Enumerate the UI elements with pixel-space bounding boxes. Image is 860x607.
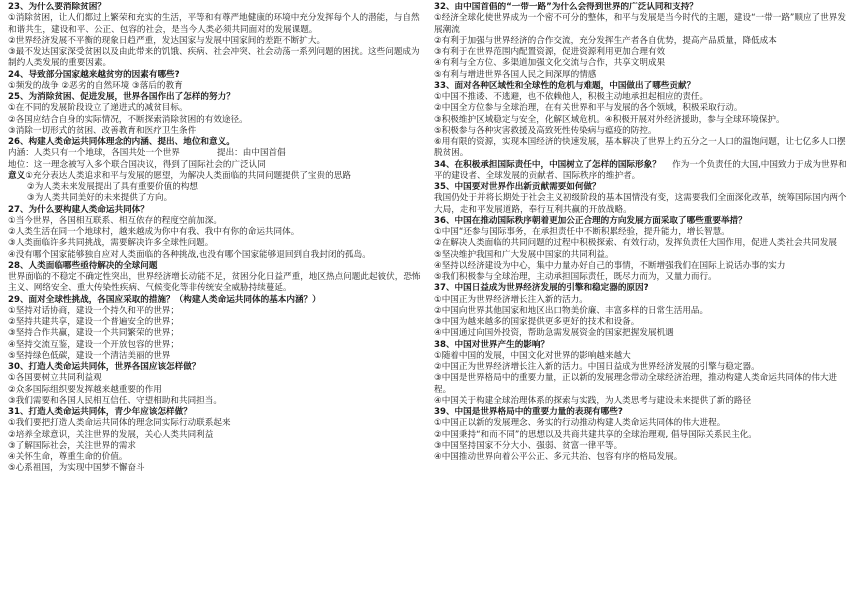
answer-line: ②坚持共建共享，建设一个普遍安全的世界； [8, 317, 179, 327]
answer-line: ②中国全方位参与全球治理，在有关世界和平与发展的各个领域，积极采取行动。 [434, 103, 743, 114]
answer-line: ③了解国际社会，关注世界的需求 [8, 440, 137, 451]
answer-line: ②为人类未来发展提出了具有重要价值的构想 [27, 182, 198, 192]
answer-line: ①随着中国的发展，中国文化对世界的影响越来越大 [434, 350, 631, 361]
answer-line: ①中国正为世界经济增长注入新的活力。 [434, 294, 588, 305]
question-heading [434, 182, 850, 193]
answer-line: ②在解决人类面临的共同问题的过程中积极探索、有效行动，发挥负责任大国作用，促进人类社会共同发展 [434, 238, 838, 249]
answer-line: ④坚持以经济建设为中心，集中力量办好自己的事情，不断增强我们在国际上说话办事的实力 [434, 260, 786, 271]
answer-line: ③中国为越来越多的国家提供更多更好的技术和设备。 [434, 317, 640, 327]
question-title: 23、为什么要消除贫困？ [8, 2, 106, 12]
answer-line: ⑤心系祖国，为实现中国梦不懈奋斗 [8, 463, 145, 474]
question-title: 31、打造人类命运共同体，青少年应该怎样做？ [8, 407, 192, 417]
question-heading [8, 2, 424, 13]
answer-line: ③中国是世界格局中的重要力量，正以新的发展理念带动全球经济治理，推动构建人类命运共同体的伟大进程。 [434, 373, 838, 395]
answer-line: ①经济全球化使世界成为一个密不可分的整体，和平与发展是当今时代的主题，建设“一带一路”顺应了世界发展潮流 [434, 13, 846, 35]
answer-line: ②众多国际组织要发挥越来越重要的作用 [8, 384, 162, 395]
answer-line: ⑤坚决维护我国和广大发展中国家的共同利益。 [434, 249, 614, 260]
answer-line: ②中国正为世界经济增长注入新的活力。中国日益成为世界经济发展的引擎与稳定器。 [434, 362, 760, 372]
question-title: 29、面对全球性挑战，各国应采取的措施？（构建人类命运共同体的基本内涵？） [8, 294, 321, 305]
answer-line: 意义①充分表达人类追求和平与发展的愿望，为解决人类面临的共同问题提供了宝贵的思路 [8, 170, 351, 181]
answer-line: ②中国秉持“和而不同”的思想以及共商共建共享的全球治理观, 倡导国际关系民主化。 [434, 429, 757, 440]
answer-line: ④没有哪个国家能够独自应对人类面临的各种挑战,也没有哪个国家能够退回到自我封闭的孤岛。 [8, 249, 371, 260]
question-title: 33、面对各种区域性和全球性的危机与难题，中国做出了哪些贡献？ [434, 80, 696, 91]
question-title: 36、中国在推动国际秩序朝着更加公正合理的方向发展方面采取了哪些重要举措？ [434, 215, 747, 226]
question-heading [434, 283, 850, 294]
question-heading [8, 261, 424, 272]
question-heading [434, 407, 850, 418]
answer-line: ③为人类共同美好的未来提供了方向。 [27, 193, 173, 204]
answer-line: ①各国要树立共同利益观 [8, 373, 102, 384]
answer-line: ①消除贫困，让人们都过上繁荣和充实的生活，平等和有尊严地健康的环境中充分发挥每个人的潜能，与自然和谐共生，建设和平、公正、包容的社会，是当今人类必须共同面对的发展课题。 [8, 13, 420, 35]
answer-line: ②中国向世界其他国家和地区出口物美价廉、丰富多样的日常生活用品。 [434, 305, 709, 316]
answer-line: ③中国坚持国家不分大小、强弱、贫富一律平等。 [434, 440, 623, 451]
answer-line: ①中国“还参与国际事务，在承担责任中不断积累经验，提升能力，增长智慧。 [434, 227, 730, 237]
question-heading [434, 2, 850, 13]
right-column [434, 2, 850, 607]
answer-line: ③消除一切形式的贫困、改善教育和医疗卫生条件 [8, 125, 197, 136]
question-title: 26、构建人类命运共同体理念的内涵、提出、地位和意义。 [8, 137, 235, 147]
answer-line: ④关怀生命，尊重生命的价值。 [8, 452, 128, 462]
question-title: 39、中国是世界格局中的重要力量的表现有哪些? [434, 407, 623, 417]
answer-line: ③我们需要和各国人民相互信任、守望相助和共同担当。 [8, 395, 222, 406]
answer-line: ④坚持交流互鉴，建设一个开放包容的世界； [8, 339, 179, 350]
answer-line: ⑤我们积极参与全球治理，主动承担国际责任，既尽力而为，又量力而行。 [434, 272, 717, 282]
question-title: 25、为消除贫困、促进发展，世界各国作出了怎样的努力？ [8, 92, 235, 102]
question-heading [8, 407, 424, 418]
question-heading [8, 137, 424, 148]
question-heading [434, 81, 850, 92]
answer-line: 地位：这一理念被写入多个联合国决议，得到了国际社会的广泛认同 [8, 159, 266, 170]
question-title: 35、中国要对世界作出新贡献需要如何做？ [434, 182, 601, 192]
answer-line: ⑤坚持绿色低碳，建设一个清洁美丽的世界 [8, 350, 171, 361]
answer-line: 内涵：人类只有一个地球，各国共处一个世界 提出：由中国首倡 [8, 148, 286, 159]
question-heading [434, 160, 850, 183]
answer-line: 世界面临的不稳定不确定性突出，世界经济增长动能不足，贫困分化日益严重，地区热点问题此起彼伏，恐怖主义、网络安全、重大传染性疾病、气候变化等非传统安全威胁持续蔓延。 [8, 272, 421, 294]
question-title: 24、导致部分国家越来越贫穷的因素有哪些? [8, 69, 180, 80]
answer-line: ⑤有利与增进世界各国人民之间深厚的情感 [434, 69, 597, 80]
question-heading [8, 295, 424, 306]
question-heading [434, 216, 850, 227]
answer-line: ③坚持合作共赢，建设一个共同繁荣的世界； [8, 328, 179, 339]
inline-label: 意义 [8, 170, 26, 181]
question-title: 38、中国对世界产生的影响？ [434, 339, 550, 350]
answer-line: ②有利于加强与世界经济的合作交流，充分发挥生产者各自优势，提高产品质量，降低成本 [434, 35, 777, 46]
answer-line: ④中国推动世界向着公平公正、多元共治、包容有序的格局发展。 [434, 452, 683, 462]
answer-line: ①我们要把打造人类命运共同体的理念同实际行动联系起来 [8, 418, 231, 429]
answer-line: ①在不同的发展阶段设立了递进式的减贫目标。 [8, 103, 188, 114]
answer-line: ⑤积极参与各种灾害救援及高致死性传染病与瘟疫的防控。 [434, 125, 657, 136]
answer-line: ②培养全球意识，关注世界的发展，关心人类共同利益 [8, 429, 214, 440]
question-heading [8, 205, 424, 216]
answer-line: ①当今世界，各国相互联系、相互依存的程度空前加深。 [8, 215, 222, 226]
question-heading [8, 362, 424, 373]
answer-line: ②人类生活在同一个地球村，越来越成为你中有我、我中有你的命运共同体。 [8, 227, 300, 237]
answer-line: ④有利与全方位、多渠道加强文化交流与合作，共享文明成果 [434, 58, 666, 69]
answer-line: ⑥用有限的资源，实现本国经济的快速发展，基本解决了世界上约五分之一人口的温饱问题，让七亿多人口摆脱贫困。 [434, 137, 846, 159]
answer-line: ③积极维护区域稳定与安全，化解区域危机。④积极开展对外经济援助，参与全球环境保护。 [434, 114, 785, 125]
question-heading [434, 340, 850, 351]
answer-line: ④中国关于构建全球治理体系的探索与实践，为人类思考与建设未来提供了新的路径 [434, 395, 752, 406]
answer-line: ②世界经济发展不平衡的现象日趋严重，发达国家与发展中国家间的差距不断扩大。 [8, 35, 326, 46]
answer-line: ③最不发达国家深受贫困以及由此带来的饥饿、疾病、社会冲突、社会动荡一系列问题的困扰。这些问题成为制约人类发展的重要因素。 [8, 47, 420, 69]
answer-line: ④中国通过向国外投资，帮助急需发展资金的国家把握发展机遇 [434, 328, 674, 339]
question-title: 27、为什么要构建人类命运共同体？ [8, 204, 149, 215]
answer-line: ①中国正以新的发展理念、务实的行动推动构建人类命运共同体的伟大进程。 [434, 418, 726, 429]
answer-line: ③人类面临许多共同挑战，需要解决许多全球性问题。 [8, 238, 214, 249]
left-column [8, 2, 424, 607]
question-heading [8, 70, 424, 81]
question-title: 32、由中国首倡的“一带一路”为什么会得到世界的广泛认同和支持？ [434, 2, 698, 12]
question-title: 28、人类面临哪些亟待解决的全球问题 [8, 260, 158, 271]
answer-line: ①中国不推诿、不逃避，也不依赖他人，积极主动地承担起相应的责任。 [434, 92, 709, 102]
inline-answer: 作为一个负责任的大国,中国致力于成为世界和平的建设者、全球发展的贡献者、国际秩序的维护者。 [434, 159, 847, 181]
answer-line: 我国仍处于并将长期处于社会主义初级阶段的基本国情没有变，这需要我们全面深化改革，统筹国际国内两个大局，走和平发展道路，奉行互利共赢的开放战略。 [434, 193, 847, 215]
answer-line: ①坚持对话协商，建设一个持久和平的世界； [8, 305, 179, 316]
answer-line: ②各国应结合自身的实际情况，不断探索消除贫困的有效途径。 [8, 114, 248, 125]
question-heading [8, 92, 424, 103]
answer-line: ①频发的战争 ②恶劣的自然环境 ③落后的教育 [8, 80, 183, 91]
question-title: 37、中国日益成为世界经济发展的引擎和稳定器的原因? [434, 283, 649, 294]
answer-line: ③有利于在世界范围内配置资源，促进资源利用更加合理有效 [434, 47, 666, 57]
question-title: 30、打造人类命运共同体，世界各国应该怎样做？ [8, 362, 201, 372]
question-title: 34、在积极承担国际责任中，中国树立了怎样的国际形象？ [434, 159, 661, 170]
